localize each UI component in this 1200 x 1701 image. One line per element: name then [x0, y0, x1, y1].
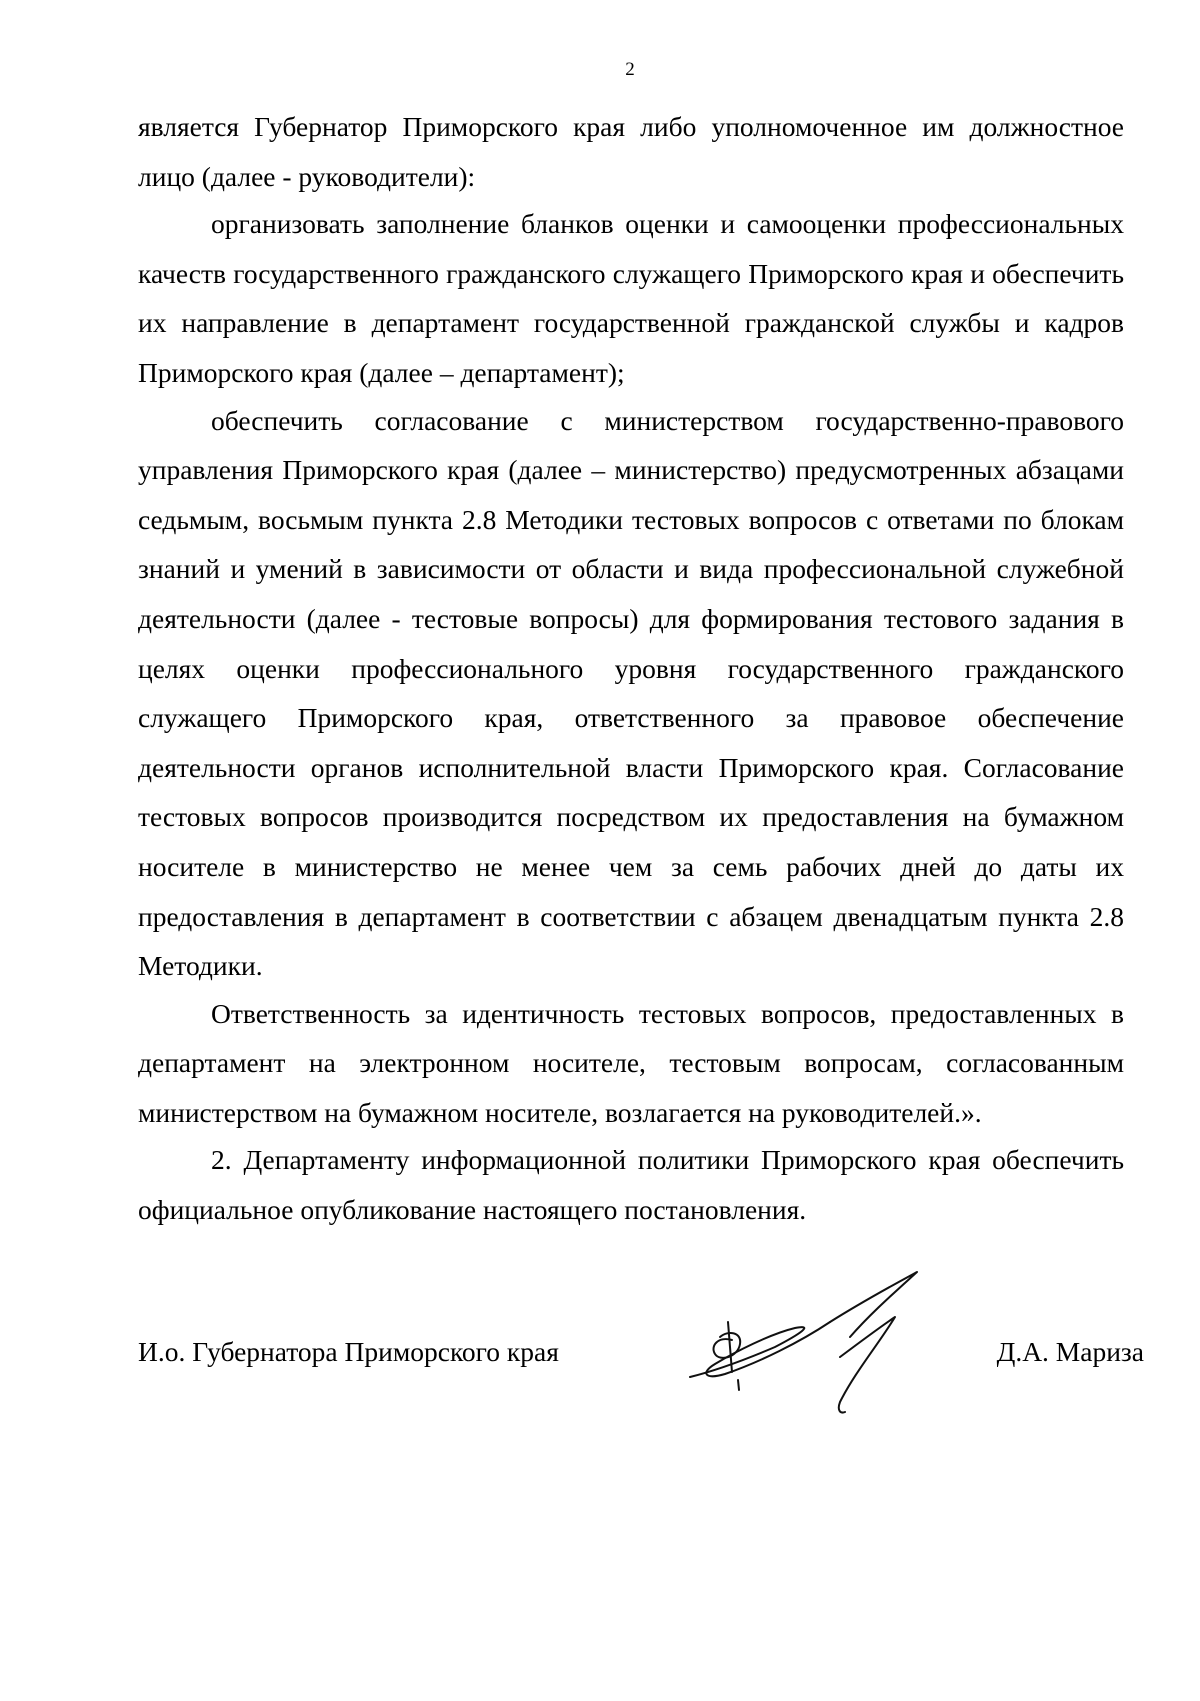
page-number: 2 — [625, 59, 635, 80]
signatory-position: И.о. Губернатора Приморского края — [138, 1336, 559, 1367]
paragraph-coordinate-test-questions: обеспечить согласование с министерством государственно-правового управления Приморского края (далее – министерство) предусмотренных абзацами седьмым, восьмым пункта 2.8 Методики тестовых вопросов с ответами по блокам знаний и умений в зависимости от области и вида профессиональной служебной деятельности (далее - тестовые вопросы) для формирования тестового задания в целях оценки профессионального уровня государственного гражданского служащего Приморского края, ответственного за правовое обеспечение деятельности органов исполнительной власти Приморского края. Согласование тестовых вопросов производится посредством их предоставления на бумажном носителе в министерство не менее чем за семь рабочих дней до даты их предоставления в департамент в соответствии с абзацем двенадцатым пункта 2.8 Методики. — [138, 404, 1124, 982]
paragraph-organize-forms: организовать заполнение бланков оценки и самооценки профессиональных качеств государственного гражданского служащего Приморского края и обеспечить их направление в департамент государственной гражданской службы и кадров Приморского края (далее – департамент); — [138, 208, 1124, 388]
signature-block — [138, 1332, 1144, 1412]
signatory-name: Д.А. Мариза — [996, 1336, 1144, 1367]
paragraph-responsibility: Ответственность за идентичность тестовых вопросов, предоставленных в департамент на электронном носителе, тестовым вопросам, согласованным министерством на бумажном носителе, возлагается на руководителей.». — [138, 997, 1124, 1128]
document-body — [138, 102, 1124, 1235]
paragraph-publication: 2. Департаменту информационной политики Приморского края обеспечить официальное опубликование настоящего постановления. — [138, 1144, 1124, 1226]
paragraph-continuation: является Губернатор Приморского края либо уполномоченное им должностное лицо (далее - руководители): — [138, 111, 1124, 192]
